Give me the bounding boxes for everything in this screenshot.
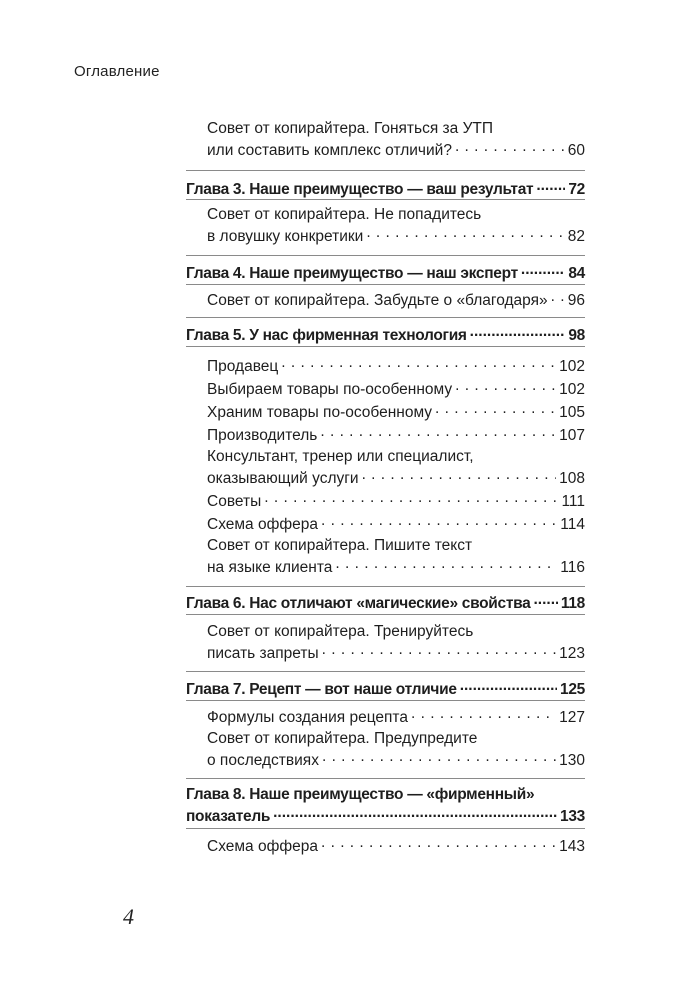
toc-entry-title: Схема оффера <box>207 515 318 533</box>
dot-leader <box>411 706 556 722</box>
running-head: Оглавление <box>74 63 160 80</box>
dot-leader <box>521 262 565 278</box>
toc-chapter-6[interactable] <box>186 592 585 614</box>
toc-entry-store-goods[interactable] <box>207 401 585 423</box>
dot-leader <box>320 424 556 440</box>
toc-page-number: 108 <box>559 469 585 487</box>
toc-page-number: 127 <box>559 708 585 726</box>
toc-entry-title-line1: Совет от копирайтера. Гоняться за УТП <box>207 120 494 137</box>
toc-entry-offer-scheme[interactable] <box>207 513 585 535</box>
toc-entry-title: Формулы создания рецепта <box>207 708 408 726</box>
toc-entry-title: Советы <box>207 492 262 510</box>
toc-page-number: 125 <box>560 680 585 698</box>
dot-leader <box>321 835 556 851</box>
section-divider <box>186 700 585 701</box>
section-divider <box>186 346 585 347</box>
toc-chapter-title: Глава 7. Рецепт — вот наше отличие <box>186 680 457 698</box>
toc-page-number: 102 <box>559 357 585 375</box>
toc-entry-manufacturer[interactable] <box>207 424 585 446</box>
dot-leader <box>470 324 566 340</box>
dot-leader <box>362 467 557 483</box>
section-divider <box>186 255 585 256</box>
toc-entry-title: писать запреты <box>207 644 319 662</box>
toc-entry-title: оказывающий услуги <box>207 469 359 487</box>
toc-entry-tip-usp[interactable] <box>207 118 585 161</box>
section-divider <box>186 778 585 779</box>
section-divider <box>186 199 585 200</box>
toc-chapter-3[interactable] <box>186 178 585 200</box>
toc-chapter-title: Глава 4. Наше преимущество — наш эксперт <box>186 264 518 282</box>
section-divider <box>186 284 585 285</box>
toc-page-number: 114 <box>560 515 585 533</box>
toc-entry-tip-thanks[interactable] <box>207 289 585 311</box>
toc-chapter-8[interactable] <box>186 784 585 827</box>
section-divider <box>186 586 585 587</box>
dot-leader <box>281 355 556 371</box>
toc-page-number: 133 <box>560 807 585 825</box>
toc-entry-title: на языке клиента <box>207 558 333 576</box>
toc-chapter-4[interactable] <box>186 262 585 284</box>
toc-page-number: 96 <box>567 291 585 309</box>
dot-leader <box>322 642 556 658</box>
toc-page-number: 123 <box>559 644 585 662</box>
dot-leader <box>455 139 565 155</box>
dot-leader <box>460 678 557 694</box>
toc-page-number: 102 <box>559 380 585 398</box>
page-number: 4 <box>123 904 134 929</box>
toc-chapter-title: показатель <box>186 807 271 825</box>
dot-leader <box>366 225 564 241</box>
toc-entry-title: или составить комплекс отличий? <box>207 141 452 159</box>
toc-entry-title: Схема оффера <box>207 837 318 855</box>
toc-chapter-title: Глава 6. Нас отличают «магические» свойства <box>186 594 531 612</box>
section-divider <box>186 828 585 829</box>
dot-leader <box>322 749 556 765</box>
dot-leader <box>551 289 565 305</box>
toc-page-number: 72 <box>568 180 585 198</box>
toc-entry-seller[interactable] <box>207 355 585 377</box>
dot-leader <box>321 513 557 529</box>
section-divider <box>186 317 585 318</box>
toc-page-number: 118 <box>560 594 585 612</box>
toc-entry-advice[interactable] <box>207 490 585 512</box>
toc-chapter-title: Глава 3. Наше преимущество — ваш результат <box>186 180 534 198</box>
toc-entry-title: Храним товары по-особенному <box>207 403 433 421</box>
toc-entry-title-line1: Совет от копирайтера. Предупредите <box>207 730 478 747</box>
toc-entry-title-line1: Консультант, тренер или специалист, <box>207 448 474 465</box>
dot-leader <box>335 556 557 572</box>
dot-leader <box>264 490 558 506</box>
toc-entry-title: о последствиях <box>207 751 319 769</box>
toc-page-number: 130 <box>559 751 585 769</box>
toc-entry-tip-bans[interactable] <box>207 621 585 664</box>
toc-chapter-5[interactable] <box>186 324 585 346</box>
section-divider <box>186 671 585 672</box>
toc-page-number: 98 <box>568 326 585 344</box>
toc-entry-title-line1: Совет от копирайтера. Пишите текст <box>207 537 473 554</box>
toc-page-number: 111 <box>561 492 585 510</box>
toc-entry-title-line1: Совет от копирайтера. Не попадитесь <box>207 206 482 223</box>
toc-entry-tip-client-language[interactable] <box>207 535 585 578</box>
toc-entry-tip-consequences[interactable] <box>207 728 585 771</box>
toc-page-number: 82 <box>567 227 585 245</box>
toc-page-number: 143 <box>559 837 585 855</box>
toc-page-number: 84 <box>568 264 585 282</box>
dot-leader <box>533 592 557 608</box>
dot-leader <box>273 805 557 821</box>
toc-entry-recipe-formulas[interactable] <box>207 706 585 728</box>
dot-leader <box>435 401 556 417</box>
toc-entry-tip-concreteness[interactable] <box>207 204 585 247</box>
toc-chapter-7[interactable] <box>186 678 585 700</box>
toc-entry-title: Выбираем товары по-особенному <box>207 380 453 398</box>
toc-page-number: 105 <box>559 403 585 421</box>
toc-chapter-title-line1: Глава 8. Наше преимущество — «фирменный» <box>186 786 535 803</box>
toc-entry-title-line1: Совет от копирайтера. Тренируйтесь <box>207 623 474 640</box>
toc-page-number: 107 <box>559 426 585 444</box>
toc-entry-offer-scheme-2[interactable] <box>207 835 585 857</box>
toc-entry-title: Продавец <box>207 357 279 375</box>
dot-leader <box>455 378 556 394</box>
toc-chapter-title: Глава 5. У нас фирменная технология <box>186 326 467 344</box>
toc-entry-title: Совет от копирайтера. Забудьте о «благодаря» <box>207 291 548 309</box>
toc-page-number: 60 <box>567 141 585 159</box>
section-divider <box>186 170 585 171</box>
toc-entry-title: в ловушку конкретики <box>207 227 364 245</box>
toc-page-number: 116 <box>560 558 585 576</box>
toc-entry-consultant[interactable] <box>207 446 585 489</box>
toc-entry-title: Производитель <box>207 426 318 444</box>
toc-entry-choose-goods[interactable] <box>207 378 585 400</box>
section-divider <box>186 614 585 615</box>
dot-leader <box>536 178 565 194</box>
